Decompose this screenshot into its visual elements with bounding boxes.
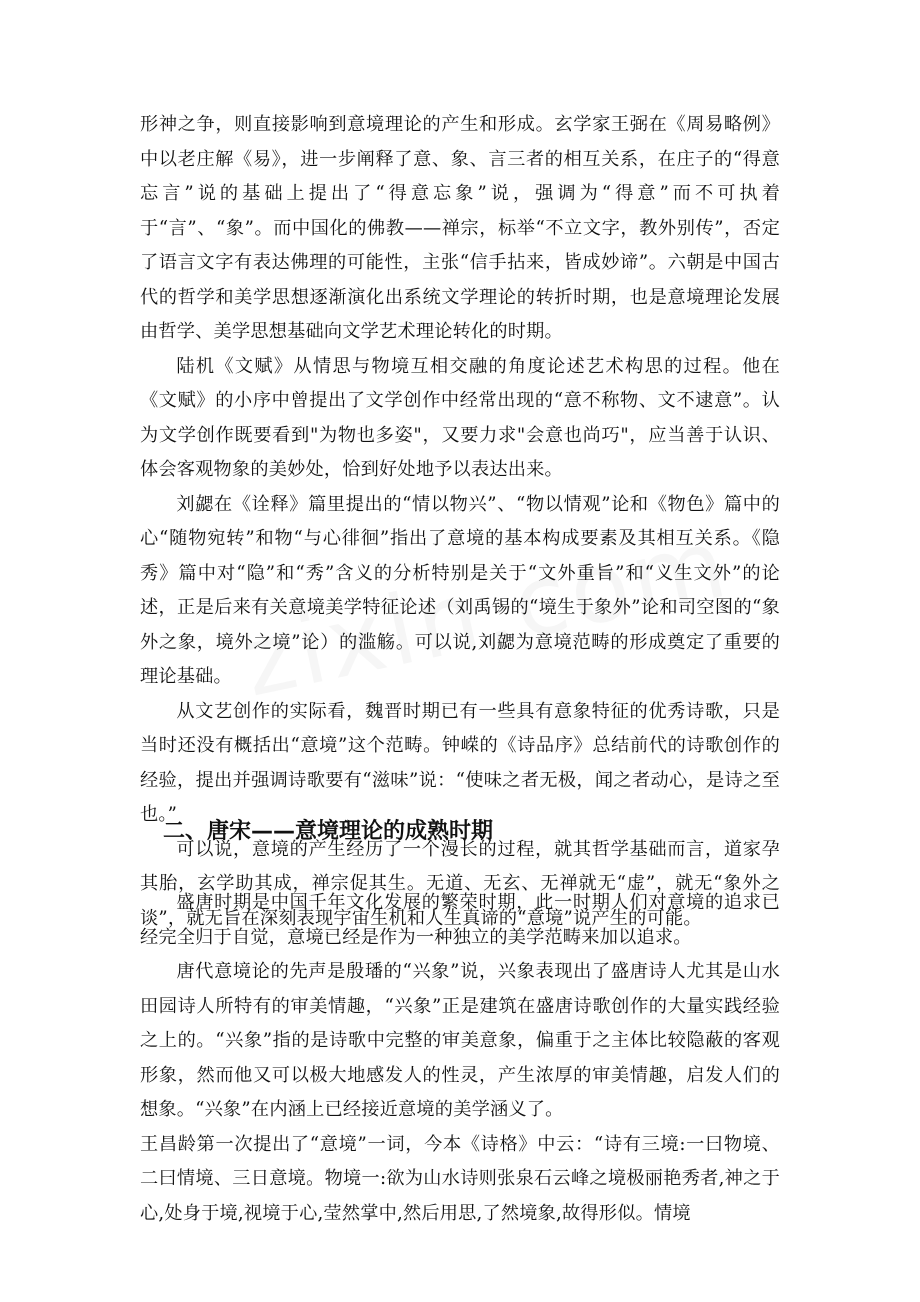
paragraph-wang-changling: 王昌龄第一次提出了“意境”一词，今本《诗格》中云：“诗有三境:一曰物境、二曰情境、三日意境。物境一:欲为山水诗则张泉石云峰之境极丽艳秀者,神之于心,处身于境,视境于心,莹然掌中,然后用思,了然境象,故得形似。情境 (140, 1133, 780, 1224)
paragraph-xing-xiang: 唐代意境论的先声是殷璠的“兴象”说，兴象表现出了盛唐诗人尤其是山水田园诗人所特有的审美情趣，“兴象”正是建筑在盛唐诗歌创作的大量实践经验之上的。“兴象”指的是诗歌中完整的审美意象，偏重于之主体比较隐蔽的客观形象，然而他又可以极大地感发人的性灵，产生浓厚的审美情趣，启发人们的想象。“兴象”在内涵上已经接近意境的美学涵义了。 (140, 961, 780, 1120)
paragraph-lu-ji: 陆机《文赋》从情思与物境互相交融的角度论述艺术构思的过程。他在《文赋》的小序中曾提出了文学创作中经常出现的“意不称物、文不逮意”。认为文学创作既要看到"为物也多姿"，又要力求"会意也尚巧"，应当善于认识、体会客观物象的美妙处，恰到好处地予以表达出来。 (140, 355, 780, 480)
body-text-bottom (140, 886, 780, 1231)
paragraph-continuation: 形神之争，则直接影响到意境理论的产生和形成。玄学家王弼在《周易略例》中以老庄解《易》，进一步阐释了意、象、言三者的相互关系，在庄子的“得意忘言”说的基础上提出了“得意忘象”说，强调为“得意”而不可执着于“言”、“象”。而中国化的佛教——禅宗，标举“不立文字，教外别传”，否定了语言文字有表达佛理的可能性，主张“信手拈来，皆成妙谛”。六朝是中国古代的哲学和美学思想逐渐演化出系统文学理论的转折时期，也是意境理论发展由哲学、美学思想基础向文学艺术理论转化的时期。 (140, 114, 780, 342)
paragraph-sheng-tang: 盛唐时期是中国千年文化发展的繁荣时期，此一时期人们对意境的追求已经完全归于自觉，意境已经是作为一种独立的美学范畴来加以追求。 (140, 892, 780, 948)
paragraph-summary: 可以说，意境的产生经历了一个漫长的过程，就其哲学基础而言，道家孕其胎，玄学助其成，禅宗促其生。无道、无玄、无禅就无“虚”，就无“象外之谈”，就无旨在深刻表现宇宙生机和人生真谛的“意境”说产生的可能。 (140, 838, 780, 929)
section-heading: 二、唐宋——意境理论的成熟时期 (163, 819, 494, 844)
paragraph-liu-xie: 刘勰在《诠释》篇里提出的“情以物兴”、“物以情观”论和《物色》篇中的心“随物宛转”和物“与心徘徊”指出了意境的基本构成要素及其相互关系。《隐秀》篇中对“隐”和“秀”含义的分析特别是关于“文外重旨”和“义生文外”的论述，正是后来有关意境美学特征论述（刘禹锡的“境生于象外”论和司空图的“象外之象，境外之境”论）的滥觞。可以说,刘勰为意境范畴的形成奠定了重要的理论基础。 (140, 493, 780, 687)
paragraph-wei-jin: 从文艺创作的实际看，魏晋时期已有一些具有意象特征的优秀诗歌，只是当时还没有概括出“意境”这个范畴。钟嵘的《诗品序》总结前代的诗歌创作的经验，提出并强调诗歌要有“滋味”说：“使味之者无极，闻之者动心，是诗之至也。” (140, 700, 780, 825)
